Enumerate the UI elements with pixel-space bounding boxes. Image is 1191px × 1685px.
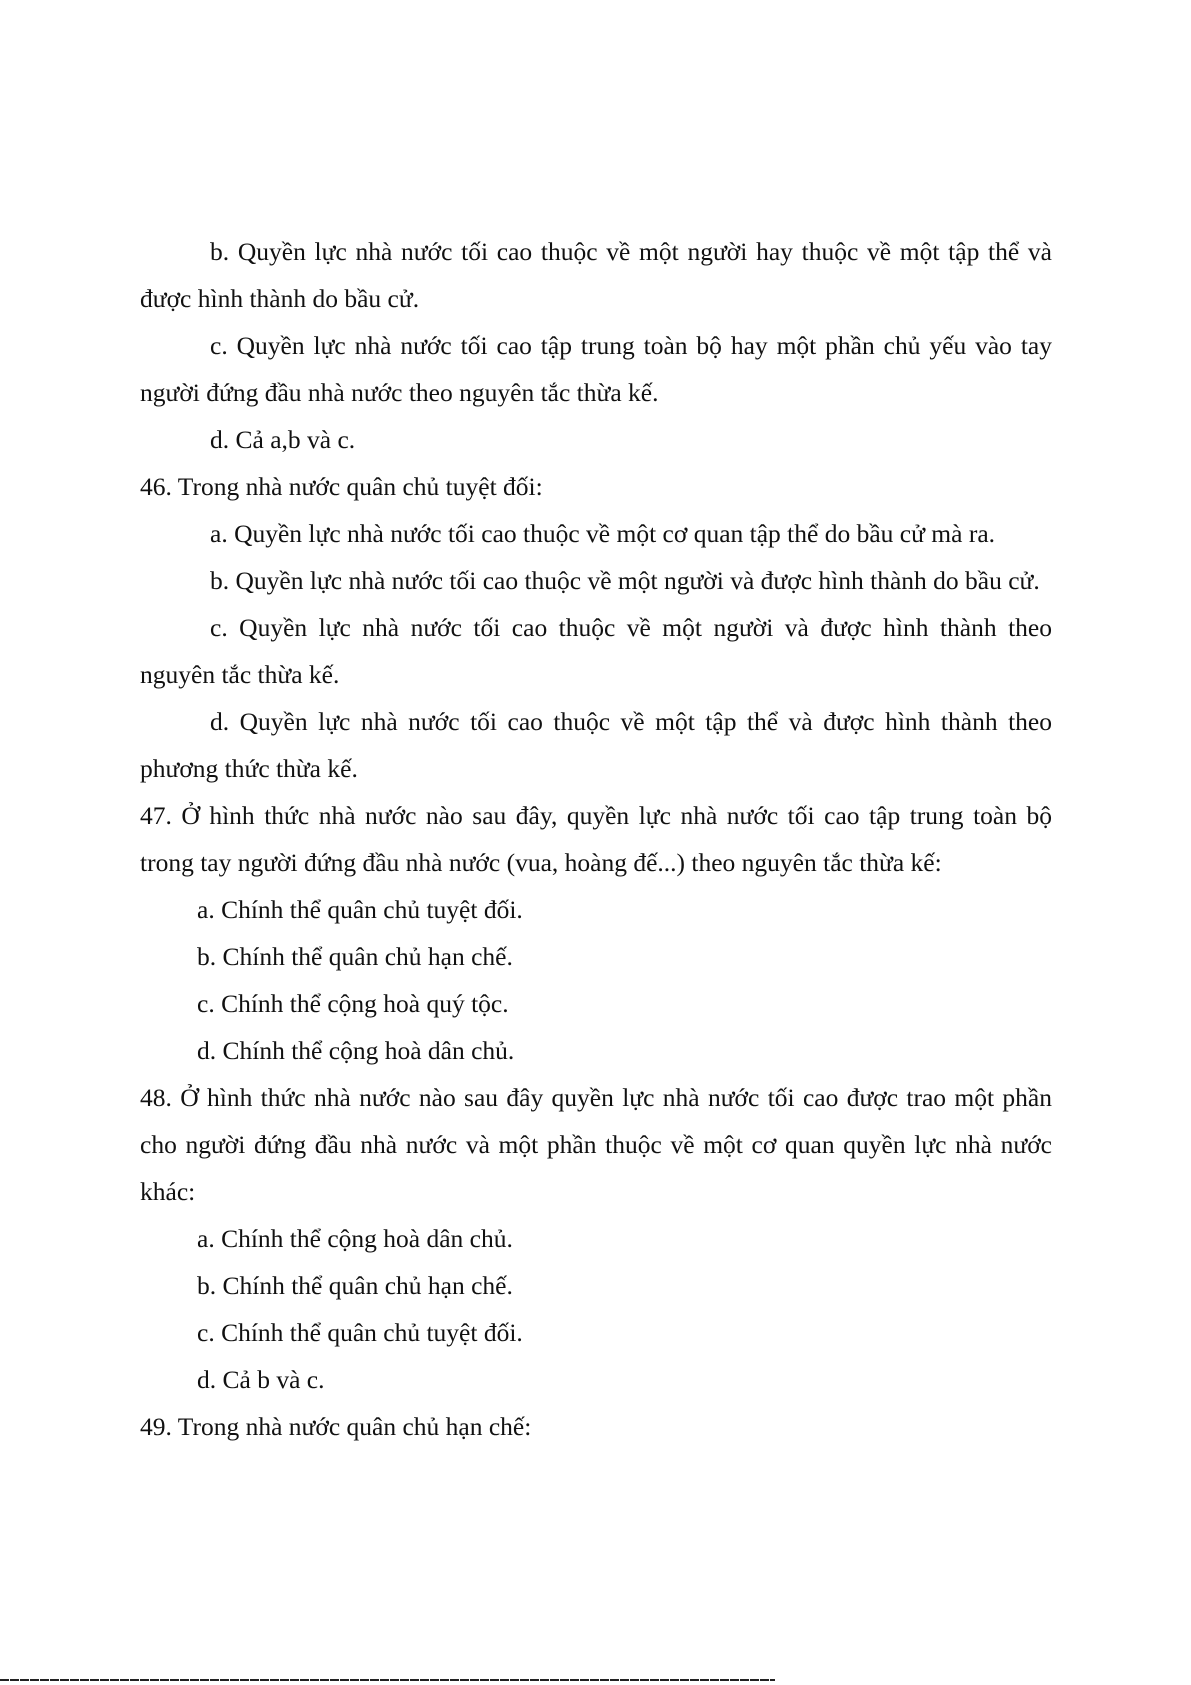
answer-45d: d. Cả a,b và c. — [210, 425, 356, 454]
page-content — [140, 228, 1052, 1450]
footer-divider — [0, 1679, 775, 1681]
answer-47b: b. Chính thể quân chủ hạn chế. — [197, 942, 513, 971]
answer-46d: d. Quyền lực nhà nước tối cao thuộc về một tập thể và được hình thành theo phương thức thừa kế. — [140, 707, 1052, 783]
answer-47a: a. Chính thể quân chủ tuyệt đối. — [197, 895, 523, 924]
answer-48c: c. Chính thể quân chủ tuyệt đối. — [197, 1318, 523, 1347]
question-49: 49. Trong nhà nước quân chủ hạn chế: — [140, 1412, 532, 1441]
question-47: 47. Ở hình thức nhà nước nào sau đây, quyền lực nhà nước tối cao tập trung toàn bộ trong tay người đứng đầu nhà nước (vua, hoàng đế...) theo nguyên tắc thừa kế: — [140, 801, 1052, 877]
answer-47d: d. Chính thể cộng hoà dân chủ. — [197, 1036, 515, 1065]
answer-45c: c. Quyền lực nhà nước tối cao tập trung toàn bộ hay một phần chủ yếu vào tay người đứng đầu nhà nước theo nguyên tắc thừa kế. — [140, 331, 1052, 407]
question-48: 48. Ở hình thức nhà nước nào sau đây quyền lực nhà nước tối cao được trao một phần cho người đứng đầu nhà nước và một phần thuộc về một cơ quan quyền lực nhà nước khác: — [140, 1083, 1052, 1206]
answer-46c: c. Quyền lực nhà nước tối cao thuộc về một người và được hình thành theo nguyên tắc thừa kế. — [140, 613, 1052, 689]
answer-46a: a. Quyền lực nhà nước tối cao thuộc về một cơ quan tập thể do bầu cử mà ra. — [210, 519, 996, 548]
answer-48b: b. Chính thể quân chủ hạn chế. — [197, 1271, 513, 1300]
question-46: 46. Trong nhà nước quân chủ tuyệt đối: — [140, 472, 543, 501]
answer-47c: c. Chính thể cộng hoà quý tộc. — [197, 989, 509, 1018]
answer-46b: b. Quyền lực nhà nước tối cao thuộc về một người và được hình thành do bầu cử. — [210, 566, 1040, 595]
answer-45b: b. Quyền lực nhà nước tối cao thuộc về một người hay thuộc về một tập thể và được hình thành do bầu cử. — [140, 237, 1052, 313]
answer-48d: d. Cả b và c. — [197, 1365, 325, 1394]
answer-48a: a. Chính thể cộng hoà dân chủ. — [197, 1224, 513, 1253]
